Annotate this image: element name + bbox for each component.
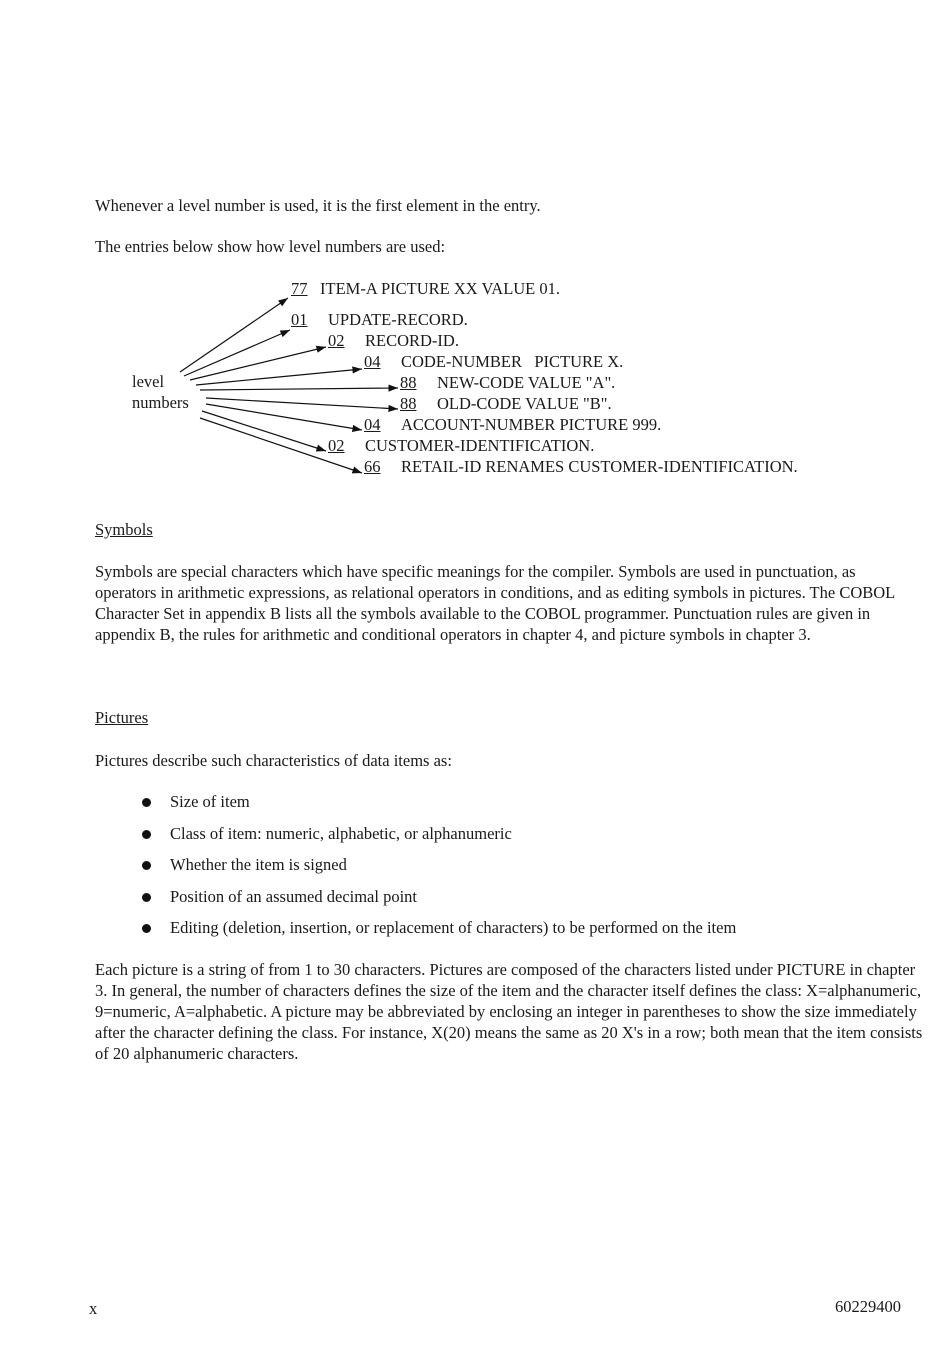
arrow [206,404,362,430]
pictures-body: Each picture is a string of from 1 to 30 characters. Pictures are composed of the characters listed under PICTURE in chapter 3. In general, the number of characters defines the size of the item and the character itself defines the class: X=alphanumeric, 9=numeric, A=alphabetic. A picture may be abbreviated by enclosing an integer in parentheses to show the size immediately after the character defining the class. For instance, X(20) means the same as 20 X's in a row; both mean that the item consists of 20 alphanumeric characters. [95,960,923,1063]
level-number: 77 [291,279,308,298]
entry-text: ITEM-A PICTURE XX VALUE 01. [320,279,561,298]
arrow [190,347,326,380]
entry-text: RECORD-ID. [365,331,459,350]
arrow [180,298,288,372]
document-number: 60229400 [835,1297,901,1316]
intro-text-2: The entries below show how level numbers are used: [95,237,446,256]
entry-text: ACCOUNT-NUMBER PICTURE 999. [401,415,662,434]
arrow [202,411,326,451]
bullet-icon [142,798,151,807]
entry-text: UPDATE-RECORD. [328,310,468,329]
entry-text: OLD-CODE VALUE "B". [437,394,612,413]
level-number: 88 [400,373,417,392]
list-item: Class of item: numeric, alphabetic, or alphanumeric [140,824,736,856]
symbols-body: Symbols are special characters which have specific meanings for the compiler. Symbols are used in punctuation, as operators in arithmetic expressions, as relational operators in conditions, and as editing symbols in pictures. The COBOL Character Set in appendix B lists all the symbols available to the COBOL programmer. Punctuation rules are given in appendix B, the rules for arithmetic and conditional operators in chapter 4, and picture symbols in chapter 3. [95,562,895,644]
level-number: 88 [400,394,417,413]
diagram-label-numbers: numbers [132,393,189,412]
entry-text: NEW-CODE VALUE "A". [437,373,616,392]
level-number: 02 [328,331,345,350]
list-item: Editing (deletion, insertion, or replacement of characters) to be performed on the item [140,918,736,950]
bullet-icon [142,861,151,870]
arrow [200,388,398,390]
arrow [196,369,362,385]
pictures-intro: Pictures describe such characteristics of data items as: [95,751,452,770]
pictures-heading: Pictures [95,708,149,727]
level-number: 04 [364,352,381,371]
level-number: 04 [364,415,381,434]
symbols-heading: Symbols [95,520,153,539]
list-item: Position of an assumed decimal point [140,887,736,919]
diagram-label-level: level [132,372,165,391]
bullet-icon [142,893,151,902]
entry-text: CUSTOMER-IDENTIFICATION. [365,436,595,455]
intro-text-1: Whenever a level number is used, it is the first element in the entry. [95,196,541,215]
page-number: x [89,1299,98,1318]
level-number: 01 [291,310,308,329]
bullet-icon [142,830,151,839]
bullet-icon [142,924,151,933]
list-item: Whether the item is signed [140,855,736,887]
arrow [206,398,398,409]
list-item: Size of item [140,792,736,824]
entry-text: RETAIL-ID RENAMES CUSTOMER-IDENTIFICATION. [401,457,798,476]
pictures-bullet-list [140,792,736,950]
entry-text: CODE-NUMBER PICTURE X. [401,352,624,371]
level-number: 66 [364,457,381,476]
level-number: 02 [328,436,345,455]
